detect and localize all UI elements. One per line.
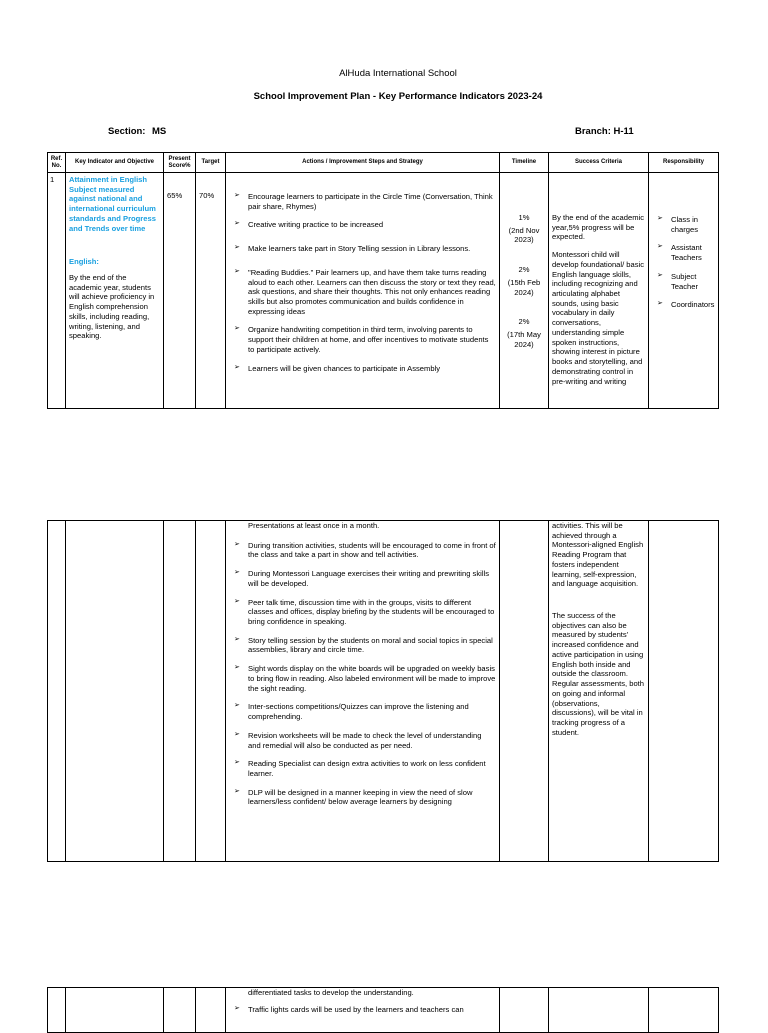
action-item: ➢ Learners will be given chances to participate in Assembly <box>229 364 496 374</box>
timeline-pct: 2% <box>518 317 530 327</box>
actions-list <box>229 1005 496 1015</box>
target-score: 70% <box>199 191 215 200</box>
col-responsibility: Responsibility <box>649 153 719 173</box>
action-continuation: Presentations at least once in a month. <box>248 521 380 530</box>
action-item: ➢ Inter-sections competitions/Quizzes can improve the listening and comprehending. <box>229 702 496 721</box>
action-item: ➢ DLP will be designed in a manner keeping in view the need of slow learners/less confident/ below average learners by designing <box>229 788 496 807</box>
responsibility-item: ➢ Assistant Teachers <box>652 243 715 262</box>
section-value: MS <box>152 126 167 137</box>
action-item: ➢ During transition activities, students will be encouraged to come in front of the class and take a part in show and tell activities. <box>229 541 496 560</box>
success-criteria-text: Montessori child will develop foundational/ basic English language skills, including recognizing and articulating alphabet sounds, using basic vocabulary in daily conversations, understanding simple spoken instructions, showing interest in picture books and storytelling, and demonstrating control in pre-writing and writing <box>552 250 645 386</box>
col-target: Target <box>196 153 226 173</box>
key-indicator: Attainment in English Subject measured against national and international curriculum standards and Progress and Trends over time <box>69 175 156 233</box>
section-label: Section: <box>108 126 146 137</box>
col-success-criteria: Success Criteria <box>549 153 649 173</box>
timeline-date: (2nd Nov 2023) <box>508 225 540 245</box>
action-continuation: differentiated tasks to develop the understanding. <box>248 988 414 997</box>
action-item: ➢ "Reading Buddies." Pair learners up, and have them take turns reading aloud to each other. Learners can then discuss the story or text they read, ask questions, and share their thoughts. This not only enhances reading skills but also promotes communication and builds confidence in expressing ideas <box>229 268 496 317</box>
plan-title: School Improvement Plan - Key Performance Indicators 2023-24 <box>253 91 543 102</box>
kpi-table-continued <box>47 520 719 862</box>
actions-list <box>229 541 496 807</box>
school-name: AlHuda International School <box>339 68 457 79</box>
success-criteria-text: By the end of the academic year,5% progress will be expected. <box>552 213 645 242</box>
success-criteria-text: The success of the objectives can also be measured by students' increased confidence and active participation in using English both inside and outside the classroom. Regular assessments, both on going and informal (observations, discussions), will be vital in tracking progress of a student. <box>552 611 645 737</box>
timeline-cell <box>500 173 548 351</box>
col-actions: Actions / Improvement Steps and Strategy <box>226 153 500 173</box>
responsibility-item: ➢ Class in charges <box>652 215 715 234</box>
kpi-table <box>47 152 719 409</box>
action-item: ➢ Encourage learners to participate in the Circle Time (Conversation, Think pair share, Rhymes) <box>229 192 496 211</box>
action-item: ➢ Reading Specialist can design extra activities to work on less confident learner. <box>229 759 496 778</box>
timeline-date: (17th May 2024) <box>507 330 541 349</box>
table-row <box>48 521 719 862</box>
timeline-date: (15th Feb 2024) <box>507 277 541 297</box>
action-item: ➢ During Montessori Language exercises their writing and prewriting skills will be developed. <box>229 569 496 588</box>
timeline-pct: 1% <box>518 213 530 222</box>
action-item: ➢ Make learners take part in Story Telling session in Library lessons. <box>229 244 496 254</box>
responsibility-item: ➢ Subject Teacher <box>652 272 715 291</box>
action-item: ➢ Revision worksheets will be made to check the level of understanding and remedial will also be conducted as per need. <box>229 731 496 750</box>
subject-label: English: <box>69 257 99 267</box>
timeline-pct: 2% <box>518 265 530 275</box>
present-score: 65% <box>167 191 183 200</box>
table-row <box>48 988 719 1033</box>
responsibility-item: ➢ Coordinators <box>652 300 715 310</box>
objective-text: By the end of the academic year, students will achieve proficiency in English comprehension skills, including reading, writing, listening, and speaking. <box>69 273 155 341</box>
action-item: ➢ Story telling session by the students on moral and social topics in special assemblies, library and circle time. <box>229 636 496 655</box>
action-item: ➢ Traffic lights cards will be used by the learners and teachers can <box>229 1005 496 1015</box>
responsibility-list <box>652 215 715 310</box>
ref-number: 1 <box>50 175 55 184</box>
table-row <box>48 173 719 409</box>
table-header-row <box>48 153 719 173</box>
action-item: ➢ Organize handwriting competition in third term, involving parents to support their children at home, and offer incentives to motivate students to participate actively. <box>229 325 496 354</box>
actions-list <box>229 192 496 373</box>
col-ref: Ref. No. <box>48 153 66 173</box>
action-item: ➢ Creative writing practice to be increased <box>229 220 496 230</box>
action-item: ➢ Sight words display on the white boards will be upgraded on weekly basis to bring flow in reading. Also labeled environment will be made to improve the sight reading. <box>229 664 496 693</box>
col-present-score: Present Score% <box>164 153 196 173</box>
kpi-table-continued-2 <box>47 987 719 1033</box>
success-criteria-text: activities. This will be achieved through a Montessori-aligned English Reading Program that fosters independent learning, self-expression, and language acquisition. <box>552 521 644 589</box>
branch-label: Branch: H-11 <box>575 126 634 137</box>
col-timeline: Timeline <box>500 153 549 173</box>
action-item: ➢ Peer talk time, discussion time with in the groups, visits to different classes and offices, display briefing by the students will be encouraged to bring confidence in speaking. <box>229 598 496 627</box>
col-indicator: Key Indicator and Objective <box>66 153 164 173</box>
